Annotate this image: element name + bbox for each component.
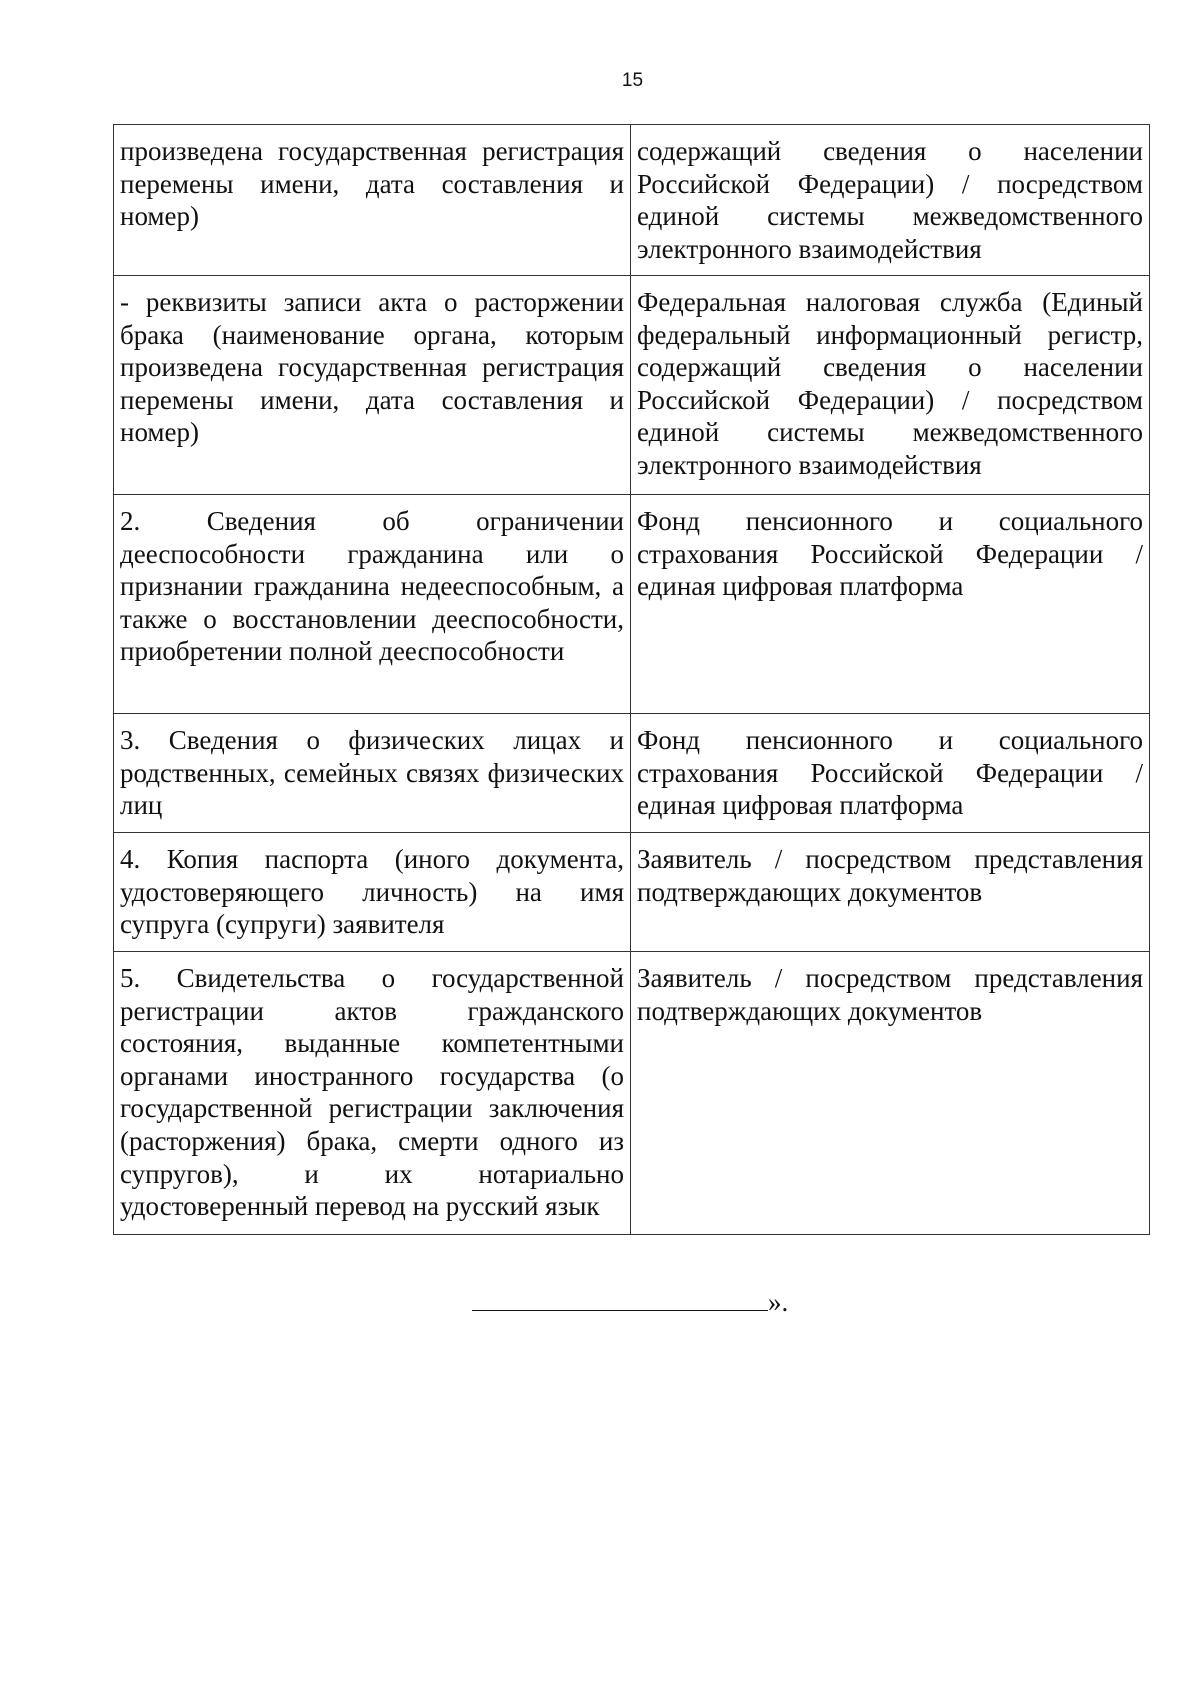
document-table: [113, 124, 1150, 1235]
table-cell-source: содержащий сведения о населении Российской Федерации) / посредством единой системы межведомственного электронного взаимодействия: [631, 125, 1150, 276]
table-cell-source: Заявитель / посредством представления подтверждающих документов: [631, 952, 1150, 1235]
table-row: [114, 714, 1150, 833]
table-row: [114, 125, 1150, 276]
table-cell-requirement: 2. Сведения об ограничении дееспособности гражданина или о признании гражданина недееспособным, а также о восстановлении дееспособности, приобретении полной дееспособности: [114, 495, 631, 714]
table-cell-source: Фонд пенсионного и социального страхования Российской Федерации / единая цифровая платформа: [631, 714, 1150, 833]
blank-line: [472, 1286, 768, 1311]
table-row: [114, 952, 1150, 1235]
table-cell-requirement: 4. Копия паспорта (иного документа, удостоверяющего личность) на имя супруга (супруги) заявителя: [114, 833, 631, 952]
table-row: [114, 495, 1150, 714]
table-cell-requirement: 3. Сведения о физических лицах и родственных, семейных связях физических лиц: [114, 714, 631, 833]
table-cell-source: Федеральная налоговая служба (Единый федеральный информационный регистр, содержащий сведения о населении Российской Федерации) / посредством единой системы межведомственного электронного взаимодействия: [631, 276, 1150, 495]
table-cell-requirement: - реквизиты записи акта о расторжении брака (наименование органа, которым произведена государственная регистрация перемены имени, дата составления и номер): [114, 276, 631, 495]
table-cell-requirement: 5. Свидетельства о государственной регистрации актов гражданского состояния, выданные компетентными органами иностранного государства (о государственной регистрации заключения (расторжения) брака, смерти одного из супругов), и их нотариально удостоверенный перевод на русский язык: [114, 952, 631, 1235]
table-row: [114, 276, 1150, 495]
table-cell-source: Фонд пенсионного и социального страхования Российской Федерации / единая цифровая платформа: [631, 495, 1150, 714]
page-number: 15: [621, 70, 644, 91]
closing-mark: [472, 1286, 788, 1318]
closing-quote: ».: [768, 1287, 789, 1317]
table-cell-requirement: произведена государственная регистрация перемены имени, дата составления и номер): [114, 125, 631, 276]
table-cell-source: Заявитель / посредством представления подтверждающих документов: [631, 833, 1150, 952]
table-row: [114, 833, 1150, 952]
